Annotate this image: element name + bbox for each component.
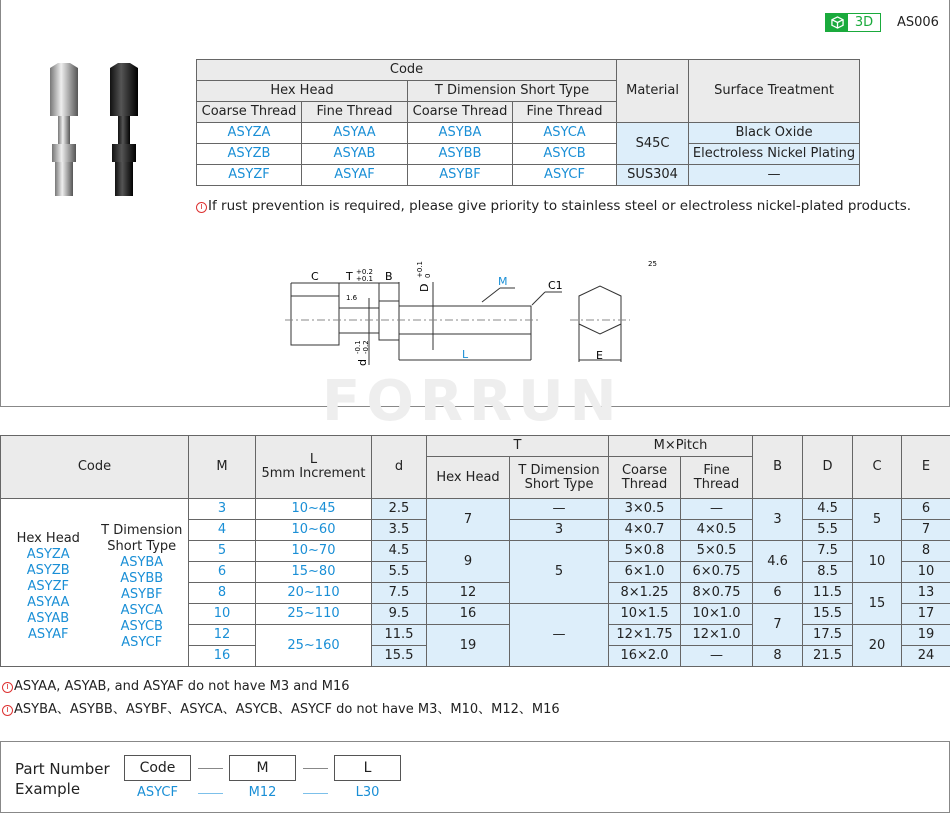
dim-E: E (596, 349, 603, 362)
l-value[interactable]: 20~110 (256, 583, 372, 604)
d-value: 11.5 (372, 625, 427, 646)
code-t-cell (96, 499, 189, 667)
m-value[interactable]: 16 (189, 646, 256, 667)
rust-note-text: If rust prevention is required, please give priority to stainless steel or electroless nickel-plated products. (208, 198, 912, 214)
e-value: 13 (902, 583, 950, 604)
m-value[interactable]: 12 (189, 625, 256, 646)
dd-value: 8.5 (803, 562, 853, 583)
note-text: ASYAA, ASYAB, and ASYAF do not have M3 and M16 (14, 679, 350, 694)
l-box: L (334, 755, 401, 781)
coarse-value: 6×1.0 (609, 562, 681, 583)
d-header: d (372, 436, 427, 499)
3d-button[interactable] (825, 13, 881, 32)
title-line: Part Number (15, 760, 110, 778)
dim-C: C (311, 270, 319, 283)
e-value: 19 (902, 625, 950, 646)
t-hex-value: 12 (427, 583, 510, 604)
dim-D-tol-up: +0.1 (416, 261, 424, 278)
coarse-value: 3×0.5 (609, 499, 681, 520)
t-short-1: T Dimension (518, 462, 600, 478)
fine-header: Fine Thread (302, 102, 408, 123)
code-link[interactable]: ASYBB (120, 570, 164, 586)
t-short-value: 3 (510, 520, 609, 541)
coarse-2: Thread (621, 476, 668, 492)
fine-value: — (681, 499, 753, 520)
dd-header: D (803, 436, 853, 499)
l-header-label: L (309, 452, 318, 467)
coarse-header: Coarse Thread (197, 102, 302, 123)
rust-note (196, 198, 911, 214)
coarse-value: 16×2.0 (609, 646, 681, 667)
dim-T-tol-lo: +0.1 (356, 275, 373, 283)
code-header: Code (197, 60, 617, 81)
d-value: 15.5 (372, 646, 427, 667)
t-hex-header: Hex Head (427, 457, 510, 499)
l-header-sub: 5mm Increment (261, 466, 366, 481)
t-hex-value: 9 (427, 541, 510, 583)
dd-value: 7.5 (803, 541, 853, 562)
b-value: 7 (753, 604, 803, 646)
b-value: 6 (753, 583, 803, 604)
t-short-2: Short Type (524, 476, 594, 492)
dd-value: 17.5 (803, 625, 853, 646)
coarse-header: Coarse Thread (408, 102, 513, 123)
dd-value: 21.5 (803, 646, 853, 667)
code-link[interactable]: ASYZA (197, 123, 302, 144)
fine-value: 12×1.0 (681, 625, 753, 646)
d-value: 2.5 (372, 499, 427, 520)
c-value: 20 (853, 625, 902, 667)
coarse-value: 5×0.8 (609, 541, 681, 562)
fine-1: Fine (703, 462, 730, 478)
code-link[interactable]: ASYCB (513, 144, 617, 165)
d-value: 9.5 (372, 604, 427, 625)
code-t-label: T Dimension (101, 522, 183, 538)
code-link[interactable]: ASYCA (120, 602, 163, 618)
fine-value: — (681, 646, 753, 667)
separator (198, 768, 223, 769)
dd-value: 4.5 (803, 499, 853, 520)
code-link[interactable]: ASYCA (513, 123, 617, 144)
code-link[interactable]: ASYAF (302, 165, 408, 186)
surface-cell: Electroless Nickel Plating (689, 144, 860, 165)
code-link[interactable]: ASYAB (302, 144, 408, 165)
b-value: 4.6 (753, 541, 803, 583)
m-value[interactable]: 8 (189, 583, 256, 604)
t-short-value: — (510, 499, 609, 520)
c-value: 10 (853, 541, 902, 583)
e-value: 17 (902, 604, 950, 625)
d-value: 3.5 (372, 520, 427, 541)
code-link[interactable]: ASYCF (513, 165, 617, 186)
separator (303, 793, 328, 794)
code-link[interactable]: ASYCB (120, 618, 163, 634)
m-value[interactable]: 3 (189, 499, 256, 520)
l-value[interactable]: 25~110 (256, 604, 372, 625)
info-icon: i (2, 705, 13, 716)
code-hex-label: Hex Head (16, 530, 80, 546)
l-value[interactable]: 10~45 (256, 499, 372, 520)
fine-value: 5×0.5 (681, 541, 753, 562)
dim-M: M (498, 275, 508, 288)
code-hex-cell (1, 499, 96, 667)
code-link[interactable]: ASYZB (26, 562, 70, 578)
coarse-header (609, 457, 681, 499)
c-value: 5 (853, 499, 902, 541)
b-value: 8 (753, 646, 803, 667)
code-example: ASYCF (137, 785, 178, 800)
dim-T: T (346, 270, 353, 283)
code-link[interactable]: ASYBF (408, 165, 513, 186)
m-value[interactable]: 5 (189, 541, 256, 562)
l-example: L30 (355, 785, 380, 800)
separator (303, 768, 328, 769)
d-value: 4.5 (372, 541, 427, 562)
code-box: Code (124, 755, 191, 781)
code-link[interactable]: ASYBA (408, 123, 513, 144)
material-cell: SUS304 (617, 165, 689, 186)
material-header: Material (617, 60, 689, 123)
d-value: 5.5 (372, 562, 427, 583)
c-value: 15 (853, 583, 902, 625)
t-short-header (510, 457, 609, 499)
pitch-header: M×Pitch (609, 436, 753, 457)
table-row (197, 123, 860, 144)
l-value[interactable]: 10~70 (256, 541, 372, 562)
m-value[interactable]: 6 (189, 562, 256, 583)
cube-icon (826, 14, 848, 31)
t-short-value: — (510, 604, 609, 667)
info-icon: i (2, 682, 13, 693)
fine-2: Thread (693, 476, 740, 492)
dim-D-tol-lo: 0 (424, 273, 432, 278)
e-value: 24 (902, 646, 950, 667)
coarse-value: 12×1.75 (609, 625, 681, 646)
roughness-1: 1.6 (346, 294, 358, 302)
dim-B: B (385, 270, 393, 283)
d-value: 7.5 (372, 583, 427, 604)
b-header: B (753, 436, 803, 499)
table-row (1, 499, 950, 520)
part-code: AS006 (897, 15, 939, 30)
e-header: E (902, 436, 950, 499)
e-value: 6 (902, 499, 950, 520)
dim-d-tol-lo: -0.2 (362, 340, 370, 354)
3d-label: 3D (854, 15, 874, 30)
watermark-logo: FORRUN (322, 372, 623, 432)
note-1 (2, 679, 350, 694)
table-row (197, 144, 860, 165)
note-text: ASYBA、ASYBB、ASYBF、ASYCA、ASYCB、ASYCF do not have M3、M10、M12、M16 (14, 702, 560, 717)
fine-value: 4×0.5 (681, 520, 753, 541)
part-number-example (0, 741, 950, 813)
c-header: C (853, 436, 902, 499)
code-t-label: Short Type (107, 538, 177, 554)
dim-d-tol-up: -0.1 (354, 340, 362, 354)
part-example-title (15, 759, 110, 799)
fine-value: 8×0.75 (681, 583, 753, 604)
code-link[interactable]: ASYAF (28, 626, 69, 642)
code-link[interactable]: ASYBA (120, 554, 164, 570)
technical-drawing (270, 250, 670, 370)
code-link[interactable]: ASYZA (26, 546, 70, 562)
material-table (196, 59, 860, 186)
l-value[interactable]: 15~80 (256, 562, 372, 583)
l-header (256, 436, 372, 499)
dim-C1: C1 (548, 279, 563, 292)
separator (198, 793, 223, 794)
dim-L: L (462, 348, 469, 361)
m-example: M12 (248, 785, 277, 800)
coarse-value: 10×1.5 (609, 604, 681, 625)
fine-header (681, 457, 753, 499)
code-link[interactable]: ASYAB (27, 610, 70, 626)
roughness-2: 25 (648, 260, 657, 268)
code-link[interactable]: ASYZF (197, 165, 302, 186)
m-value[interactable]: 10 (189, 604, 256, 625)
dim-T-tol-up: +0.2 (356, 268, 373, 276)
e-value: 8 (902, 541, 950, 562)
note-2 (2, 698, 560, 717)
dim-D: D (418, 283, 431, 292)
info-icon: i (196, 202, 207, 213)
fine-header: Fine Thread (513, 102, 617, 123)
t-short-value: 5 (510, 541, 609, 604)
t-hex-value: 7 (427, 499, 510, 541)
code-link[interactable]: ASYZB (197, 144, 302, 165)
t-hex-value: 16 (427, 604, 510, 625)
dim-d: d (356, 359, 369, 366)
l-value[interactable]: 10~60 (256, 520, 372, 541)
m-header: M (189, 436, 256, 499)
hex-head-header: Hex Head (197, 81, 408, 102)
code-link[interactable]: ASYBF (121, 586, 163, 602)
dd-value: 15.5 (803, 604, 853, 625)
surface-cell: — (689, 165, 860, 186)
coarse-value: 4×0.7 (609, 520, 681, 541)
material-cell: S45C (617, 123, 689, 165)
table-row (197, 165, 860, 186)
title-line: Example (15, 780, 81, 798)
code-link[interactable]: ASYAA (27, 594, 70, 610)
code-header: Code (1, 436, 189, 499)
code-link[interactable]: ASYAA (302, 123, 408, 144)
t-short-header: T Dimension Short Type (408, 81, 617, 102)
e-value: 10 (902, 562, 950, 583)
code-link[interactable]: ASYZF (27, 578, 69, 594)
coarse-1: Coarse (621, 462, 668, 478)
e-value: 7 (902, 520, 950, 541)
dd-value: 11.5 (803, 583, 853, 604)
m-value[interactable]: 4 (189, 520, 256, 541)
coarse-value: 8×1.25 (609, 583, 681, 604)
code-link[interactable]: ASYCF (121, 634, 163, 650)
surface-cell: Black Oxide (689, 123, 860, 144)
fine-value: 10×1.0 (681, 604, 753, 625)
surface-header: Surface Treatment (689, 60, 860, 123)
m-box: M (229, 755, 296, 781)
fine-value: 6×0.75 (681, 562, 753, 583)
dimension-table (0, 435, 950, 667)
t-header: T (427, 436, 609, 457)
dd-value: 5.5 (803, 520, 853, 541)
l-value[interactable]: 25~160 (256, 625, 372, 667)
code-link[interactable]: ASYBB (408, 144, 513, 165)
t-hex-value: 19 (427, 625, 510, 667)
b-value: 3 (753, 499, 803, 541)
product-image (40, 60, 160, 200)
